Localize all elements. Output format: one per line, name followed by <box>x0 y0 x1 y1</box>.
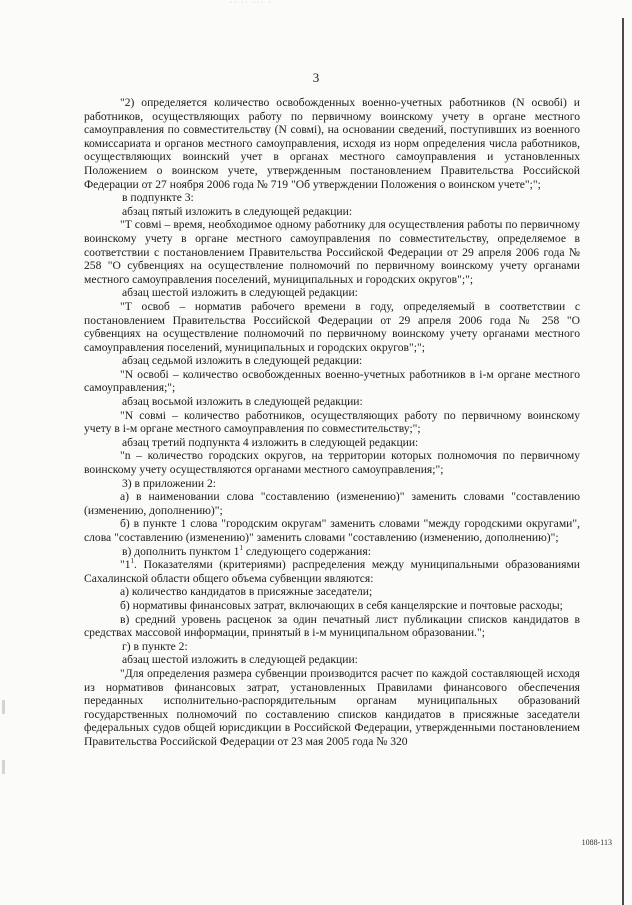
paragraph: абзац пятый изложить в следующей редакции: <box>122 204 353 218</box>
paragraph: "2) определяется количество освобожденных военно-учетных работников (N освобі) и работников, осуществляющих работу по первичному воинскому учету в органе местного самоуправления по совместительству (N совмі), на основании сведений, поступивших из военного комиссариата и органов местного самоуправления, исходя из норм определения числа работников, осуществляющих воинский учет в органах местного самоуправления и установленных Положением о воинском учете, утвержденным постановлением Правительства Российской Федерации от 27 ноября 2006 года № 719 "Об утверждении Положения о воинском учете";"; <box>84 96 580 191</box>
paragraph: "n – количество городских округов, на территории которых полномочия по первичному воинскому учету осуществляются органами местного самоуправления;"; <box>84 449 580 477</box>
paragraph: "Т освоб – норматив рабочего времени в году, определяемый в соответствии с постановлением Правительства Российской Федерации от 29 апреля 2006 года № 258 "О субвенциях на осуществление полномочий по первичному воинскому учету органами местного самоуправления поселений, муниципальных и городских округов";"; <box>84 299 580 354</box>
paragraph: в подпункте 3: <box>122 191 194 205</box>
document-body <box>84 96 580 749</box>
superscript: 1 <box>130 557 135 566</box>
paragraph: б) нормативы финансовых затрат, включающих в себя канцелярские и почтовые расходы; <box>120 598 563 612</box>
paragraph: а) в наименовании слова "составлению (изменению)" заменить словами "составлению (изменению, дополнению)"; <box>84 490 580 517</box>
paragraph: а) количество кандидатов в присяжные заседатели; <box>120 585 373 599</box>
page-edge-shadow <box>622 18 624 905</box>
text-run: . Показателями (критериями) распределения между муниципальными образованиями Сахалинской области общего объема субвенции являются: <box>84 558 580 585</box>
paragraph: 3) в приложении 2: <box>122 476 216 490</box>
paragraph: б) в пункте 1 слова "городским округам" заменить словами "между городскими округами", слова "составлению (изменению)" заменить словами "составлению (изменению, дополнению)"; <box>84 517 580 544</box>
paragraph: "Т совмі – время, необходимое одному работнику для осуществления работы по первичному воинскому учету в органе местного самоуправления по совместительству, определяемое в соответствии с постановлением Правительства Российской Федерации от 29 апреля 2006 года № 258 "О субвенциях на осуществление полномочий по первичному воинскому учету органами местного самоуправления поселений, муниципальных и городских округов";"; <box>84 218 580 286</box>
paragraph: абзац восьмой изложить в следующей редакции: <box>122 395 363 409</box>
paragraph: "N совмі – количество работников, осуществляющих работу по первичному воинскому учету в і-м органе местного самоуправления по совместительству;"; <box>84 408 580 436</box>
text-run: в) дополнить пунктом 1 <box>122 544 240 558</box>
paragraph: абзац седьмой изложить в следующей редакции: <box>122 354 363 368</box>
paragraph: в) средний уровень расценок за один печатный лист публикации списков кандидатов в средствах массовой информации, принятый в і-м муниципальном образовании."; <box>84 612 580 640</box>
paragraph <box>84 545 580 559</box>
text-run: "1 <box>120 558 131 572</box>
text-run: следующего содержания: <box>242 544 371 558</box>
paragraph <box>84 558 580 585</box>
paragraph: "N освобі – количество освобожденных военно-учетных работников в і-м органе местного самоуправления;"; <box>84 367 580 395</box>
scan-mark <box>2 760 5 774</box>
paragraph: абзац шестой изложить в следующей редакции: <box>122 286 358 300</box>
scan-artifact: ·· ·· ··· · <box>230 0 273 6</box>
document-code: 1088-113 <box>581 838 612 847</box>
paragraph: абзац третий подпункта 4 изложить в следующей редакции: <box>122 435 419 449</box>
scan-mark <box>2 700 5 714</box>
paragraph: "Для определения размера субвенции производится расчет по каждой составляющей исходя из нормативов финансовых затрат, установленных Правилами финансового обеспечения переданных исполнительно-распорядительным органам муниципальных образований государственных полномочий по составлению списков кандидатов в присяжные заседатели федеральных судов общей юрисдикции в Российской Федерации, утвержденными постановлением Правительства Российской Федерации от 23 мая 2005 года № 320 <box>84 666 580 748</box>
paragraph: г) в пункте 2: <box>122 639 188 653</box>
page-number: 3 <box>312 70 320 85</box>
paragraph: абзац шестой изложить в следующей редакции: <box>122 653 358 667</box>
superscript: 1 <box>239 543 243 552</box>
